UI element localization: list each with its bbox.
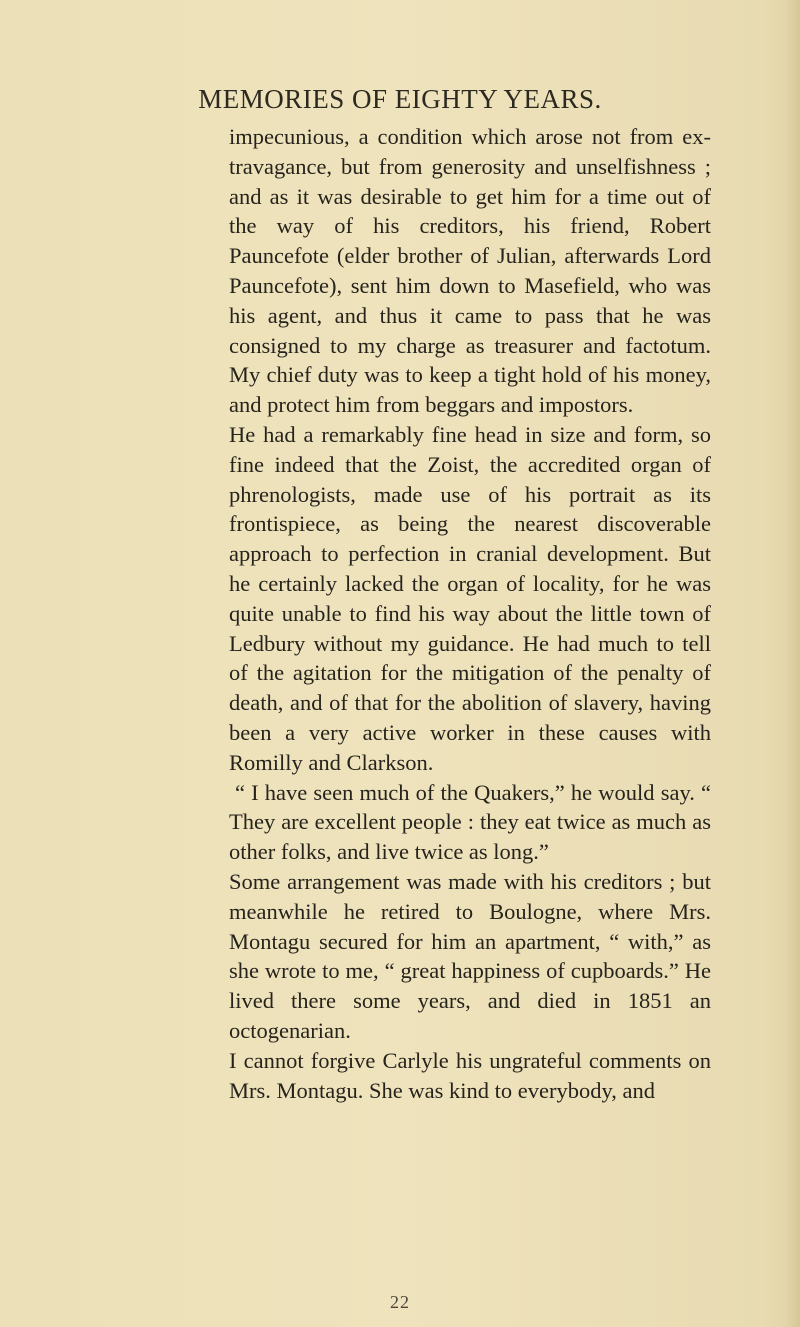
paragraph-2: He had a remarkably fine head in size and form, so fine indeed that the Zoist, the accredited organ of phrenologists, made use of his portrait as its frontispiece, as being the nearest discoverable approach to perfection in cranial development. But he certainly lacked the organ of locality, for he was quite unable to find his way about the little town of Ledbury without my guidance. He had much to tell of the agitation for the mitigation of the penalty of death, and of that for the abolition of slavery, having been a very active worker in these causes with Romilly and Clarkson. xyxy=(229,421,711,775)
paragraph-5: I cannot forgive Carlyle his ungrateful comments on Mrs. Montagu. She was kind to everybody, and xyxy=(229,1047,711,1103)
paragraph-4: Some arrangement was made with his creditors ; but meanwhile he retired to Boulogne, where Mrs. Montagu secured for him an apartment, “ with,” as she wrote to me, “ great happiness of cupboards.” He lived there some years, and died in 1851 an octogenarian. xyxy=(229,868,711,1043)
body-text xyxy=(229,122,711,1105)
paragraph-3: “ I have seen much of the Quakers,” he would say. “ They are excellent people : they eat twice as much as other folks, and live twice as long.” xyxy=(229,779,711,865)
paragraph-1: impecunious, a condition which arose not from ex-travagance, but from generosity and unselfishness ; and as it was desirable to get him for a time out of the way of his creditors, his friend, Robert Pauncefote (elder brother of Julian, afterwards Lord Pauncefote), sent him down to Masefield, who was his agent, and thus it came to pass that he was consigned to my charge as treasurer and factotum. My chief duty was to keep a tight hold of his money, and protect him from beggars and impostors. xyxy=(229,124,711,418)
running-head: MEMORIES OF EIGHTY YEARS. xyxy=(198,84,602,114)
page-number: 22 xyxy=(390,1292,410,1312)
page-edge-shadow xyxy=(786,0,800,1327)
